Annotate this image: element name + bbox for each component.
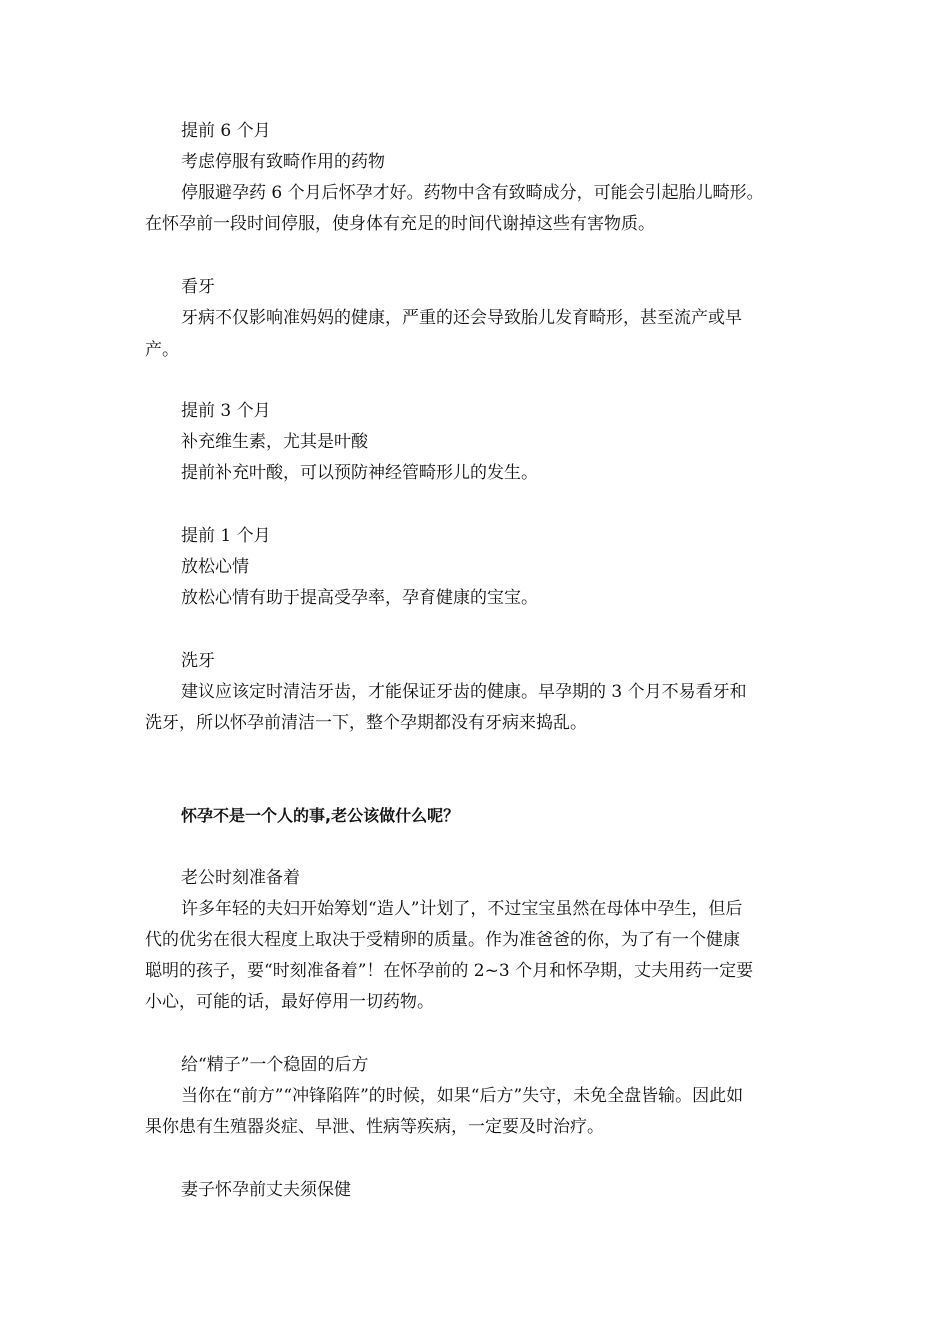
paragraph-line: 许多年轻的夫妇开始筹划“造人”计划了，不过宝宝虽然在母体中孕生，但后 — [181, 899, 743, 919]
paragraph-line: 当你在“前方”“冲锋陷阵”的时候，如果“后方”失守，未免全盘皆输。因此如 — [181, 1086, 744, 1106]
paragraph-line: 放松心情有助于提高受孕率，孕育健康的宝宝。 — [181, 588, 538, 608]
paragraph-line: 牙病不仅影响准妈妈的健康，严重的还会导致胎儿发育畸形，甚至流产或早 — [181, 308, 742, 328]
paragraph-line: 提前补充叶酸，可以预防神经管畸形儿的发生。 — [181, 463, 538, 483]
section-title-relax: 放松心情 — [181, 557, 249, 577]
paragraph-line: 代的优劣在很大程度上取决于受精卵的质量。作为准爸爸的你，为了有一个健康 — [145, 930, 740, 950]
section-label-1-month: 提前 1 个月 — [181, 526, 271, 546]
paragraph-line: 产。 — [145, 340, 179, 360]
paragraph-line: 停服避孕药 6 个月后怀孕才好。药物中含有致畸成分，可能会引起胎儿畸形。 — [181, 183, 764, 203]
section-title-stable-rear: 给“精子”一个稳固的后方 — [181, 1055, 369, 1075]
section-title-dentist: 看牙 — [181, 277, 215, 297]
section-heading-husband: 怀孕不是一个人的事,老公该做什么呢？ — [181, 806, 460, 825]
section-title-folic-acid: 补充维生素，尤其是叶酸 — [181, 432, 368, 452]
section-title-stop-medication: 考虑停服有致畸作用的药物 — [181, 152, 385, 172]
section-title-teeth-cleaning: 洗牙 — [181, 651, 215, 671]
paragraph-line: 在怀孕前一段时间停服，使身体有充足的时间代谢掉这些有害物质。 — [145, 214, 655, 234]
section-label-3-months: 提前 3 个月 — [181, 401, 271, 421]
section-label-6-months: 提前 6 个月 — [181, 121, 271, 141]
paragraph-line: 小心，可能的话，最好停用一切药物。 — [145, 992, 434, 1012]
section-title-husband-health: 妻子怀孕前丈夫须保健 — [181, 1180, 351, 1200]
paragraph-line: 果你患有生殖器炎症、早泄、性病等疾病，一定要及时治疗。 — [145, 1117, 604, 1137]
paragraph-line: 洗牙，所以怀孕前清洁一下，整个孕期都没有牙病来捣乱。 — [145, 713, 587, 733]
paragraph-line: 建议应该定时清洁牙齿，才能保证牙齿的健康。早孕期的 3 个月不易看牙和 — [181, 682, 747, 702]
section-title-husband-ready: 老公时刻准备着 — [181, 868, 300, 888]
paragraph-line: 聪明的孩子，要“时刻准备着”！在怀孕前的 2~3 个月和怀孕期，丈夫用药一定要 — [145, 961, 754, 981]
